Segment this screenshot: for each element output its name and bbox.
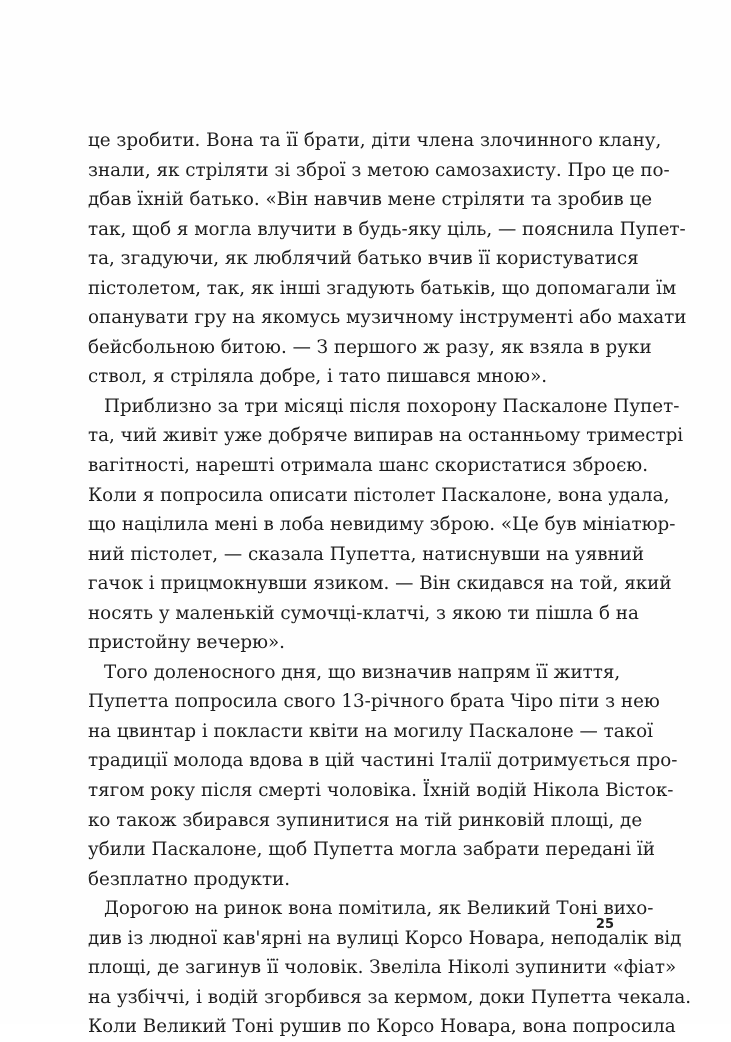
text-line: Того доленосного дня, що визначив напрям її життя, bbox=[104, 661, 621, 683]
text-line: пістолетом, так, як інші згадують батьків, що допомагали їм bbox=[88, 277, 677, 299]
text-line: це зробити. Вона та її брати, діти члена злочинного клану, bbox=[88, 130, 662, 151]
text-line: на цвинтар і покласти квіти на могилу Паскалоне — такої bbox=[88, 720, 653, 742]
text-line: традиції молода вдова в цій частині Італії дотримується про- bbox=[88, 750, 678, 772]
text-line: Пупетта попросила свого 13-річного брата Чіро піти з нею bbox=[88, 691, 660, 713]
text-line: гачок і прицмокнувши язиком. — Він скидався на той, який bbox=[88, 573, 672, 595]
text-line: тягом року після смерті чоловіка. Їхній водій Нікола Вісток- bbox=[88, 780, 674, 802]
text-line: Коли я попросила описати пістолет Паскалоне, вона удала, bbox=[88, 484, 670, 506]
text-line: ко також збирався зупинитися на тій ринковій площі, де bbox=[88, 809, 643, 831]
text-line: площі, де загинув її чоловік. Звеліла Ніколі зупинити «фіат» bbox=[88, 957, 677, 979]
text-line: вагітності, нарешті отримала шанс скористатися зброєю. bbox=[88, 455, 649, 477]
text-line: знали, як стріляти зі зброї з метою самозахисту. Про це по- bbox=[88, 159, 670, 181]
text-line: бейсбольною битою. — З першого ж разу, як взяла в руки bbox=[88, 336, 652, 358]
text-line: дбав їхній батько. «Він навчив мене стріляти та зробив це bbox=[88, 189, 653, 211]
text-line: див із людної кав'ярні на вулиці Корсо Новара, неподалік від bbox=[88, 927, 682, 949]
text-line: що націлила мені в лоба невидиму зброю. «Це був мініатюр- bbox=[88, 514, 676, 536]
text-line: Дорогою на ринок вона помітила, як Великий Тоні вихо- bbox=[104, 898, 654, 920]
text-line: на узбіччі, і водій згорбився за кермом, доки Пупетта чекала. bbox=[88, 986, 692, 1008]
text-line: так, щоб я могла влучити в будь-яку ціль, — пояснила Пупет- bbox=[88, 218, 686, 240]
text-line: Приблизно за три місяці після похорону Паскалоне Пупет- bbox=[104, 395, 680, 417]
page-number: 25 bbox=[595, 917, 614, 932]
text-line: носять у маленькій сумочці-клатчі, з якою ти пішла б на bbox=[88, 602, 639, 624]
text-line: та, чий живіт уже добряче випирав на останньому триместрі bbox=[88, 425, 684, 447]
body-text bbox=[88, 126, 692, 1042]
text-line: ствол, я стріляла добре, і тато пишався мною». bbox=[88, 366, 548, 388]
text-line: ний пістолет, — сказала Пупетта, натиснувши на уявний bbox=[88, 543, 645, 565]
text-line: безплатно продукти. bbox=[88, 868, 291, 890]
text-line: та, згадуючи, як люблячий батько вчив її користуватися bbox=[88, 248, 639, 270]
text-line: опанувати гру на якомусь музичному інструменті або махати bbox=[88, 307, 687, 329]
text-line: пристойну вечерю». bbox=[88, 632, 285, 654]
text-line: убили Паскалоне, щоб Пупетта могла забрати передані їй bbox=[88, 839, 655, 861]
text-line: Коли Великий Тоні рушив по Корсо Новара, вона попросила bbox=[88, 1016, 676, 1038]
